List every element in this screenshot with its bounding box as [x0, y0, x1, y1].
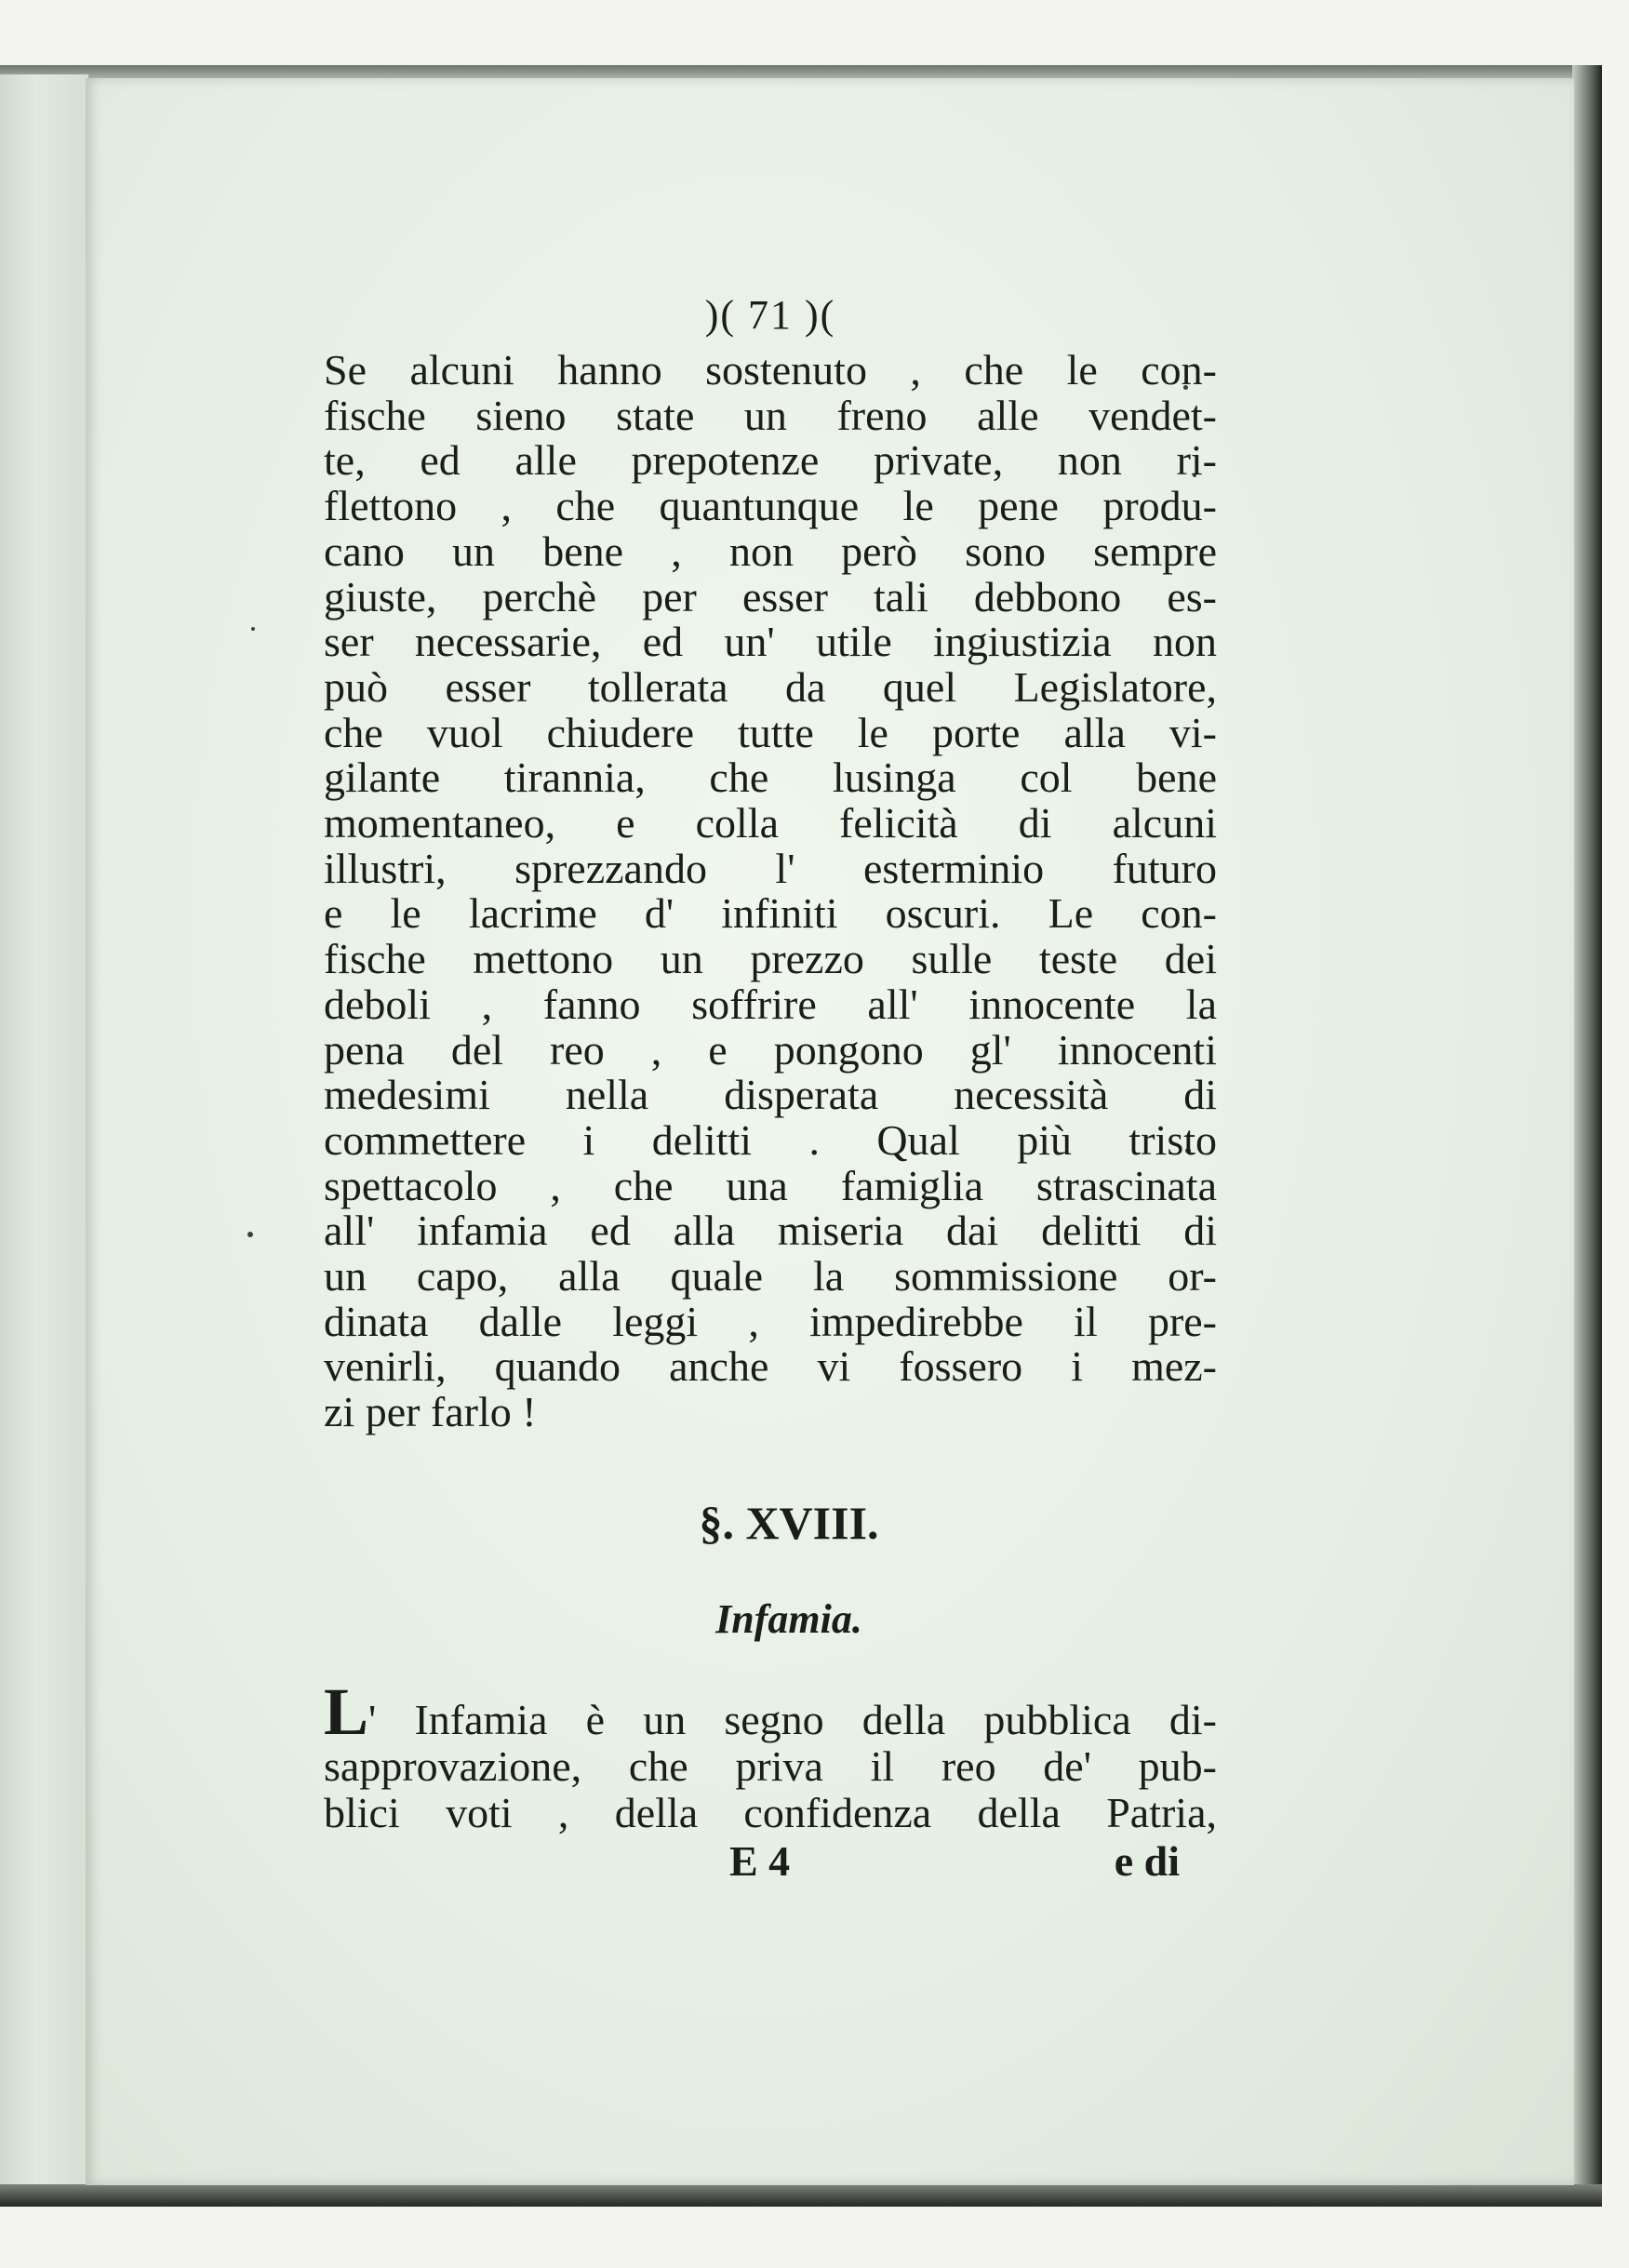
catchline [324, 1836, 1217, 1885]
paragraph-line-text: ' Infamia è un segno della pubblica di- [368, 1695, 1217, 1743]
signature-mark: E 4 [729, 1836, 791, 1885]
paragraph-line: momentaneo, e colla felicità di alcuni [324, 799, 1217, 847]
paragraph-line: zi per farlo ! [324, 1388, 537, 1436]
section-number: §. XVIII. [699, 1496, 879, 1549]
paragraph-line: venirli, quando anche vi fossero i mez- [324, 1342, 1217, 1391]
paragraph-line: all' infamia ed alla miseria dai delitti di [324, 1207, 1217, 1255]
book-right-edge [1572, 65, 1602, 2205]
book-page [86, 78, 1574, 2185]
paragraph-line: Se alcuni hanno sostenuto , che le con- [324, 346, 1217, 394]
paragraph-line: blici voti , della confidenza della Patria, [324, 1788, 1217, 1836]
paper-speck [247, 1232, 253, 1237]
paragraph-line: giuste, perchè per esser tali debbono es- [324, 572, 1217, 620]
book-top-edge [0, 65, 1602, 78]
book-bottom-edge [0, 2184, 1602, 2207]
paragraph-line: pena del reo , e pongono gl' innocenti [324, 1025, 1217, 1074]
paragraph-line: gilante tirannia, che lusinga col bene [324, 754, 1217, 802]
paragraph-line: e le lacrime d' infiniti oscuri. Le con- [324, 889, 1217, 938]
paragraph-line: te, ed alle prepotenze private, non ri- [324, 436, 1217, 485]
catchword: e di [1114, 1836, 1180, 1885]
paragraph-line: dinata dalle leggi , impedirebbe il pre- [324, 1297, 1217, 1345]
paragraph-line: commettere i delitti . Qual più tristo [324, 1115, 1217, 1164]
paragraph-line: cano un bene , non però sono sempre [324, 527, 1217, 575]
running-head-page-number: )( 71 )( [704, 292, 836, 338]
paragraph-line: sapprovazione, che priva il reo de' pub- [324, 1741, 1217, 1790]
paragraph-line: un capo, alla quale la sommissione or- [324, 1252, 1217, 1301]
paragraph-line: medesimi nella disperata necessità di [324, 1071, 1217, 1119]
paragraph-line: ser necessarie, ed un' utile ingiustizia non [324, 618, 1217, 666]
paragraph-line: che vuol chiudere tutte le porte alla vi- [324, 708, 1217, 756]
paragraph-line: può esser tollerata da quel Legislatore, [324, 662, 1217, 711]
paragraph-confiscations [324, 348, 1217, 1435]
paragraph-infamia [324, 1674, 1217, 1836]
book-left-margin [0, 74, 88, 2205]
drop-cap: L [324, 1674, 369, 1749]
paragraph-line: flettono , che quantunque le pene produ- [324, 482, 1217, 530]
paragraph-line [324, 1674, 1217, 1749]
paragraph-line: fische sieno state un freno alle vendet- [324, 391, 1217, 439]
section-title: Infamia. [715, 1595, 862, 1642]
paper-speck [251, 627, 255, 631]
paragraph-line: illustri, sprezzando l' esterminio futuro [324, 844, 1217, 892]
paragraph-line: spettacolo , che una famiglia strascinata [324, 1161, 1217, 1209]
paragraph-line: fische mettono un prezzo sulle teste dei [324, 935, 1217, 983]
paragraph-line: deboli , fanno soffrire all' innocente la [324, 980, 1217, 1028]
text-block [324, 283, 1217, 1885]
